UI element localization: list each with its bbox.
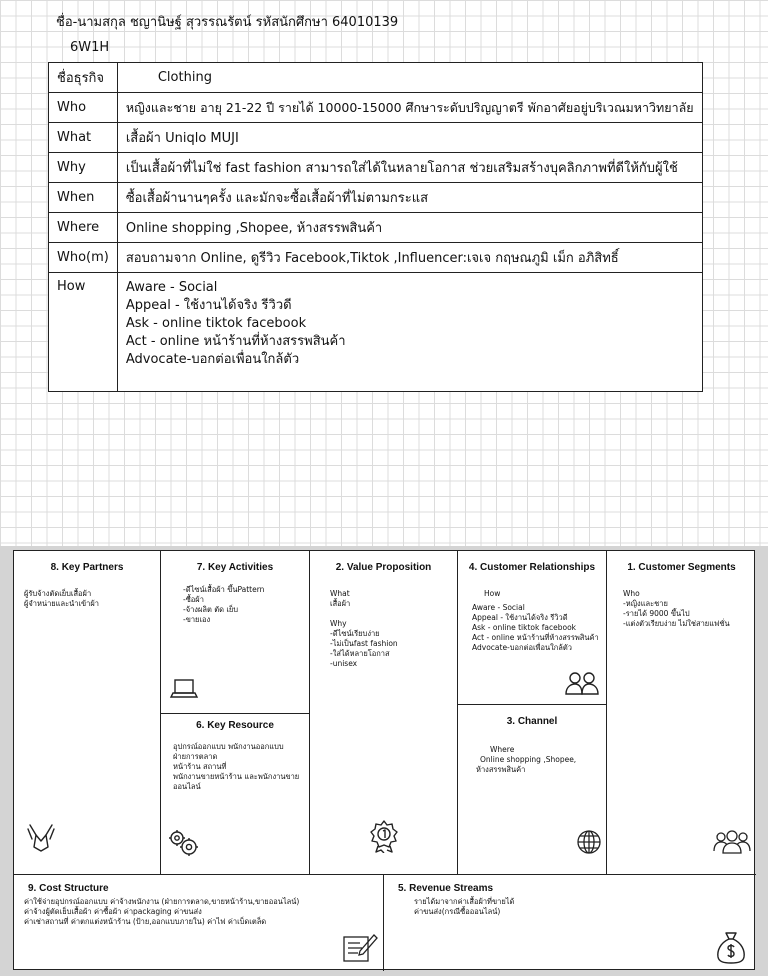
text-line: เสื้อผ้า — [330, 599, 351, 608]
customer-segments-block — [607, 551, 756, 875]
how-label: How — [49, 273, 118, 392]
row-value: สอบถามจาก Online, ดูรีวิว Facebook,Tiktok ,Influencer:เจเจ กฤษณภูมิ เม็ก อภิสิทธิ์ — [117, 243, 702, 273]
text-line: Ask - online tiktok facebook — [472, 623, 576, 632]
text-line: ค่าจ้างผู้ตัดเย็บเสื้อผ้า ค่าซื้อผ้า ค่าpackaging ค่าขนส่ง — [24, 907, 202, 916]
text-line: -unisex — [330, 659, 358, 668]
channel-title: 3. Channel — [506, 716, 558, 727]
money-bag-icon — [714, 929, 748, 965]
table-row — [49, 63, 703, 93]
row-key: Why — [49, 153, 118, 183]
text-line — [330, 609, 398, 619]
table-row — [49, 243, 703, 273]
table-row — [49, 183, 703, 213]
key-resource-title: 6. Key Resource — [196, 720, 274, 731]
cost-structure-block — [14, 875, 384, 971]
text-line: -ดีไซน์เสื้อผ้า ขึ้นPattern — [183, 585, 265, 594]
text-line: รายได้มาจากค่าเสื้อผ้าที่ขายได้ — [414, 897, 515, 906]
revenue-streams-block — [384, 875, 756, 971]
text-line: -ขายเอง — [183, 615, 211, 624]
text-line: Who — [623, 589, 640, 598]
document-pen-icon — [342, 931, 378, 963]
text-line: -แต่งตัวเรียบง่าย ไม่ใช่สายแฟชั่น — [623, 619, 730, 628]
key-activities-title: 7. Key Activities — [196, 562, 274, 573]
business-model-canvas — [13, 550, 755, 970]
key-partners-text — [24, 589, 99, 609]
key-partners-title: 8. Key Partners — [50, 562, 124, 573]
text-line: Why — [330, 619, 347, 628]
text-line: Aware - Social — [472, 603, 525, 612]
text-line: -จ้างผลิต ตัด เย็บ — [183, 605, 239, 614]
student-info: ชื่อ-นามสกุล ชญานิษฐ์ สุวรรณรัตน์ รหัสนักศึกษา 64010139 — [56, 15, 399, 30]
business-value: Clothing — [117, 63, 702, 93]
table-row — [49, 153, 703, 183]
revenue-streams-title: 5. Revenue Streams — [398, 883, 494, 894]
row-value: หญิงและชาย อายุ 21-22 ปี รายได้ 10000-15000 ศึกษาระดับปริญญาตรี พักอาศัยอยู่บริเวณมหาวิทยาลัย — [117, 93, 702, 123]
how-line: Ask - online tiktok facebook — [125, 316, 307, 331]
cost-structure-text — [24, 897, 299, 927]
text-line: หน้าร้าน สถานที่ — [173, 762, 227, 771]
revenue-streams-text — [414, 897, 514, 917]
gears-icon — [167, 828, 201, 858]
row-value: เป็นเสื้อผ้าที่ไม่ใช่ fast fashion สามารถใส่ได้ในหลายโอกาส ช่วยเสริมสร้างบุคลิกภาพที่ดีให้กับผู้ใช้ — [117, 153, 702, 183]
customer-relationships-title: 4. Customer Relationships — [468, 562, 596, 573]
how-line: Advocate-บอกต่อเพื่อนใกล้ตัว — [125, 352, 300, 367]
text-line: Online shopping ,Shopee, — [480, 755, 577, 764]
value-proposition-title: 2. Value Proposition — [335, 562, 432, 573]
key-activities-block — [161, 551, 310, 714]
customer-relationships-block — [458, 551, 607, 705]
row-key: What — [49, 123, 118, 153]
text-line: What — [330, 589, 350, 598]
row-key: Who(m) — [49, 243, 118, 273]
business-label: ชื่อธุรกิจ — [49, 63, 118, 93]
text-line: ค่าใช้จ่ายอุปกรณ์ออกแบบ ค่าจ้างพนักงาน (ฝ่ายการตลาด,ขายหน้าร้าน,ขายออนไลน์) — [24, 897, 300, 906]
key-resource-text — [173, 742, 299, 792]
text-line: ออนไลน์ — [173, 782, 201, 791]
how-line: Act - online หน้าร้านที่ห้างสรรพสินค้า — [125, 334, 346, 349]
people-icon — [564, 669, 600, 697]
channel-text — [476, 745, 576, 775]
customer-segments-text — [623, 589, 730, 629]
text-line: อุปกรณ์ออกแบบ พนักงานออกแบบ — [173, 742, 284, 751]
text-line: -ดีไซน์เรียบง่าย — [330, 629, 380, 638]
value-proposition-text — [330, 589, 398, 669]
page-subtitle: 6W1H — [70, 40, 110, 55]
channel-block — [458, 705, 607, 875]
medal-icon — [368, 819, 400, 853]
text-line: พนักงานขายหน้าร้าน และพนักงานขาย — [173, 772, 300, 781]
customer-relationships-text — [472, 589, 599, 653]
text-line: ห้างสรรพสินค้า — [476, 765, 526, 774]
text-line: ค่าขนส่ง(กรณีซื้อออนไลน์) — [414, 907, 501, 916]
text-line: ผู้จำหน่ายและนำเข้าผ้า — [24, 599, 99, 608]
handshake-icon — [24, 821, 58, 853]
w1h-table — [48, 62, 703, 392]
text-line: Appeal - ใช้งานได้จริง รีวิวดี — [472, 613, 568, 622]
text-line: -ใส่ได้หลายโอกาส — [330, 649, 390, 658]
globe-icon — [576, 829, 602, 855]
row-key: Where — [49, 213, 118, 243]
text-line: -ไม่เป็นfast fashion — [330, 639, 398, 648]
cost-structure-title: 9. Cost Structure — [28, 883, 109, 894]
row-value: เสื้อผ้า Uniqlo MUJI — [117, 123, 702, 153]
business-model-canvas-area — [0, 546, 768, 976]
text-line: -หญิงและชาย — [623, 599, 668, 608]
text-line: -รายได้ 9000 ขึ้นไป — [623, 609, 690, 618]
how-line: Appeal - ใช้งานได้จริง รีวิวดี — [125, 298, 292, 313]
text-line: How — [484, 589, 501, 598]
key-resource-block — [161, 714, 310, 875]
laptop-icon — [169, 677, 199, 701]
table-row — [49, 213, 703, 243]
text-line: ค่าเช่าสถานที่ ค่าตกแต่งหน้าร้าน (ป้าย,ออกแบบภายใน) ค่าไฟ ค่าเบ็ดเตล็ด — [24, 917, 267, 926]
table-row — [49, 123, 703, 153]
text-line: -ซื้อผ้า — [183, 595, 204, 604]
how-value — [117, 273, 702, 392]
text-line: Advocate-บอกต่อเพื่อนใกล้ตัว — [472, 643, 572, 652]
row-value: Online shopping ,Shopee, ห้างสรรพสินค้า — [117, 213, 702, 243]
table-row — [49, 93, 703, 123]
row-value: ซื้อเสื้อผ้านานๆครั้ง และมักจะซื้อเสื้อผ้าที่ไม่ตามกระแส — [117, 183, 702, 213]
row-key: When — [49, 183, 118, 213]
key-partners-block — [14, 551, 161, 875]
key-activities-text — [183, 585, 264, 625]
customer-segments-title: 1. Customer Segments — [627, 562, 736, 573]
how-line: Aware - Social — [125, 280, 218, 295]
table-row — [49, 273, 703, 392]
group-icon — [713, 829, 751, 855]
value-proposition-block — [310, 551, 458, 875]
text-line: Where — [490, 745, 515, 754]
text-line: Act - online หน้าร้านที่ห้างสรรพสินค้า — [472, 633, 599, 642]
text-line: ผู้รับจ้างตัดเย็บเสื้อผ้า — [24, 589, 92, 598]
text-line: ฝ่ายการตลาด — [173, 752, 218, 761]
row-key: Who — [49, 93, 118, 123]
